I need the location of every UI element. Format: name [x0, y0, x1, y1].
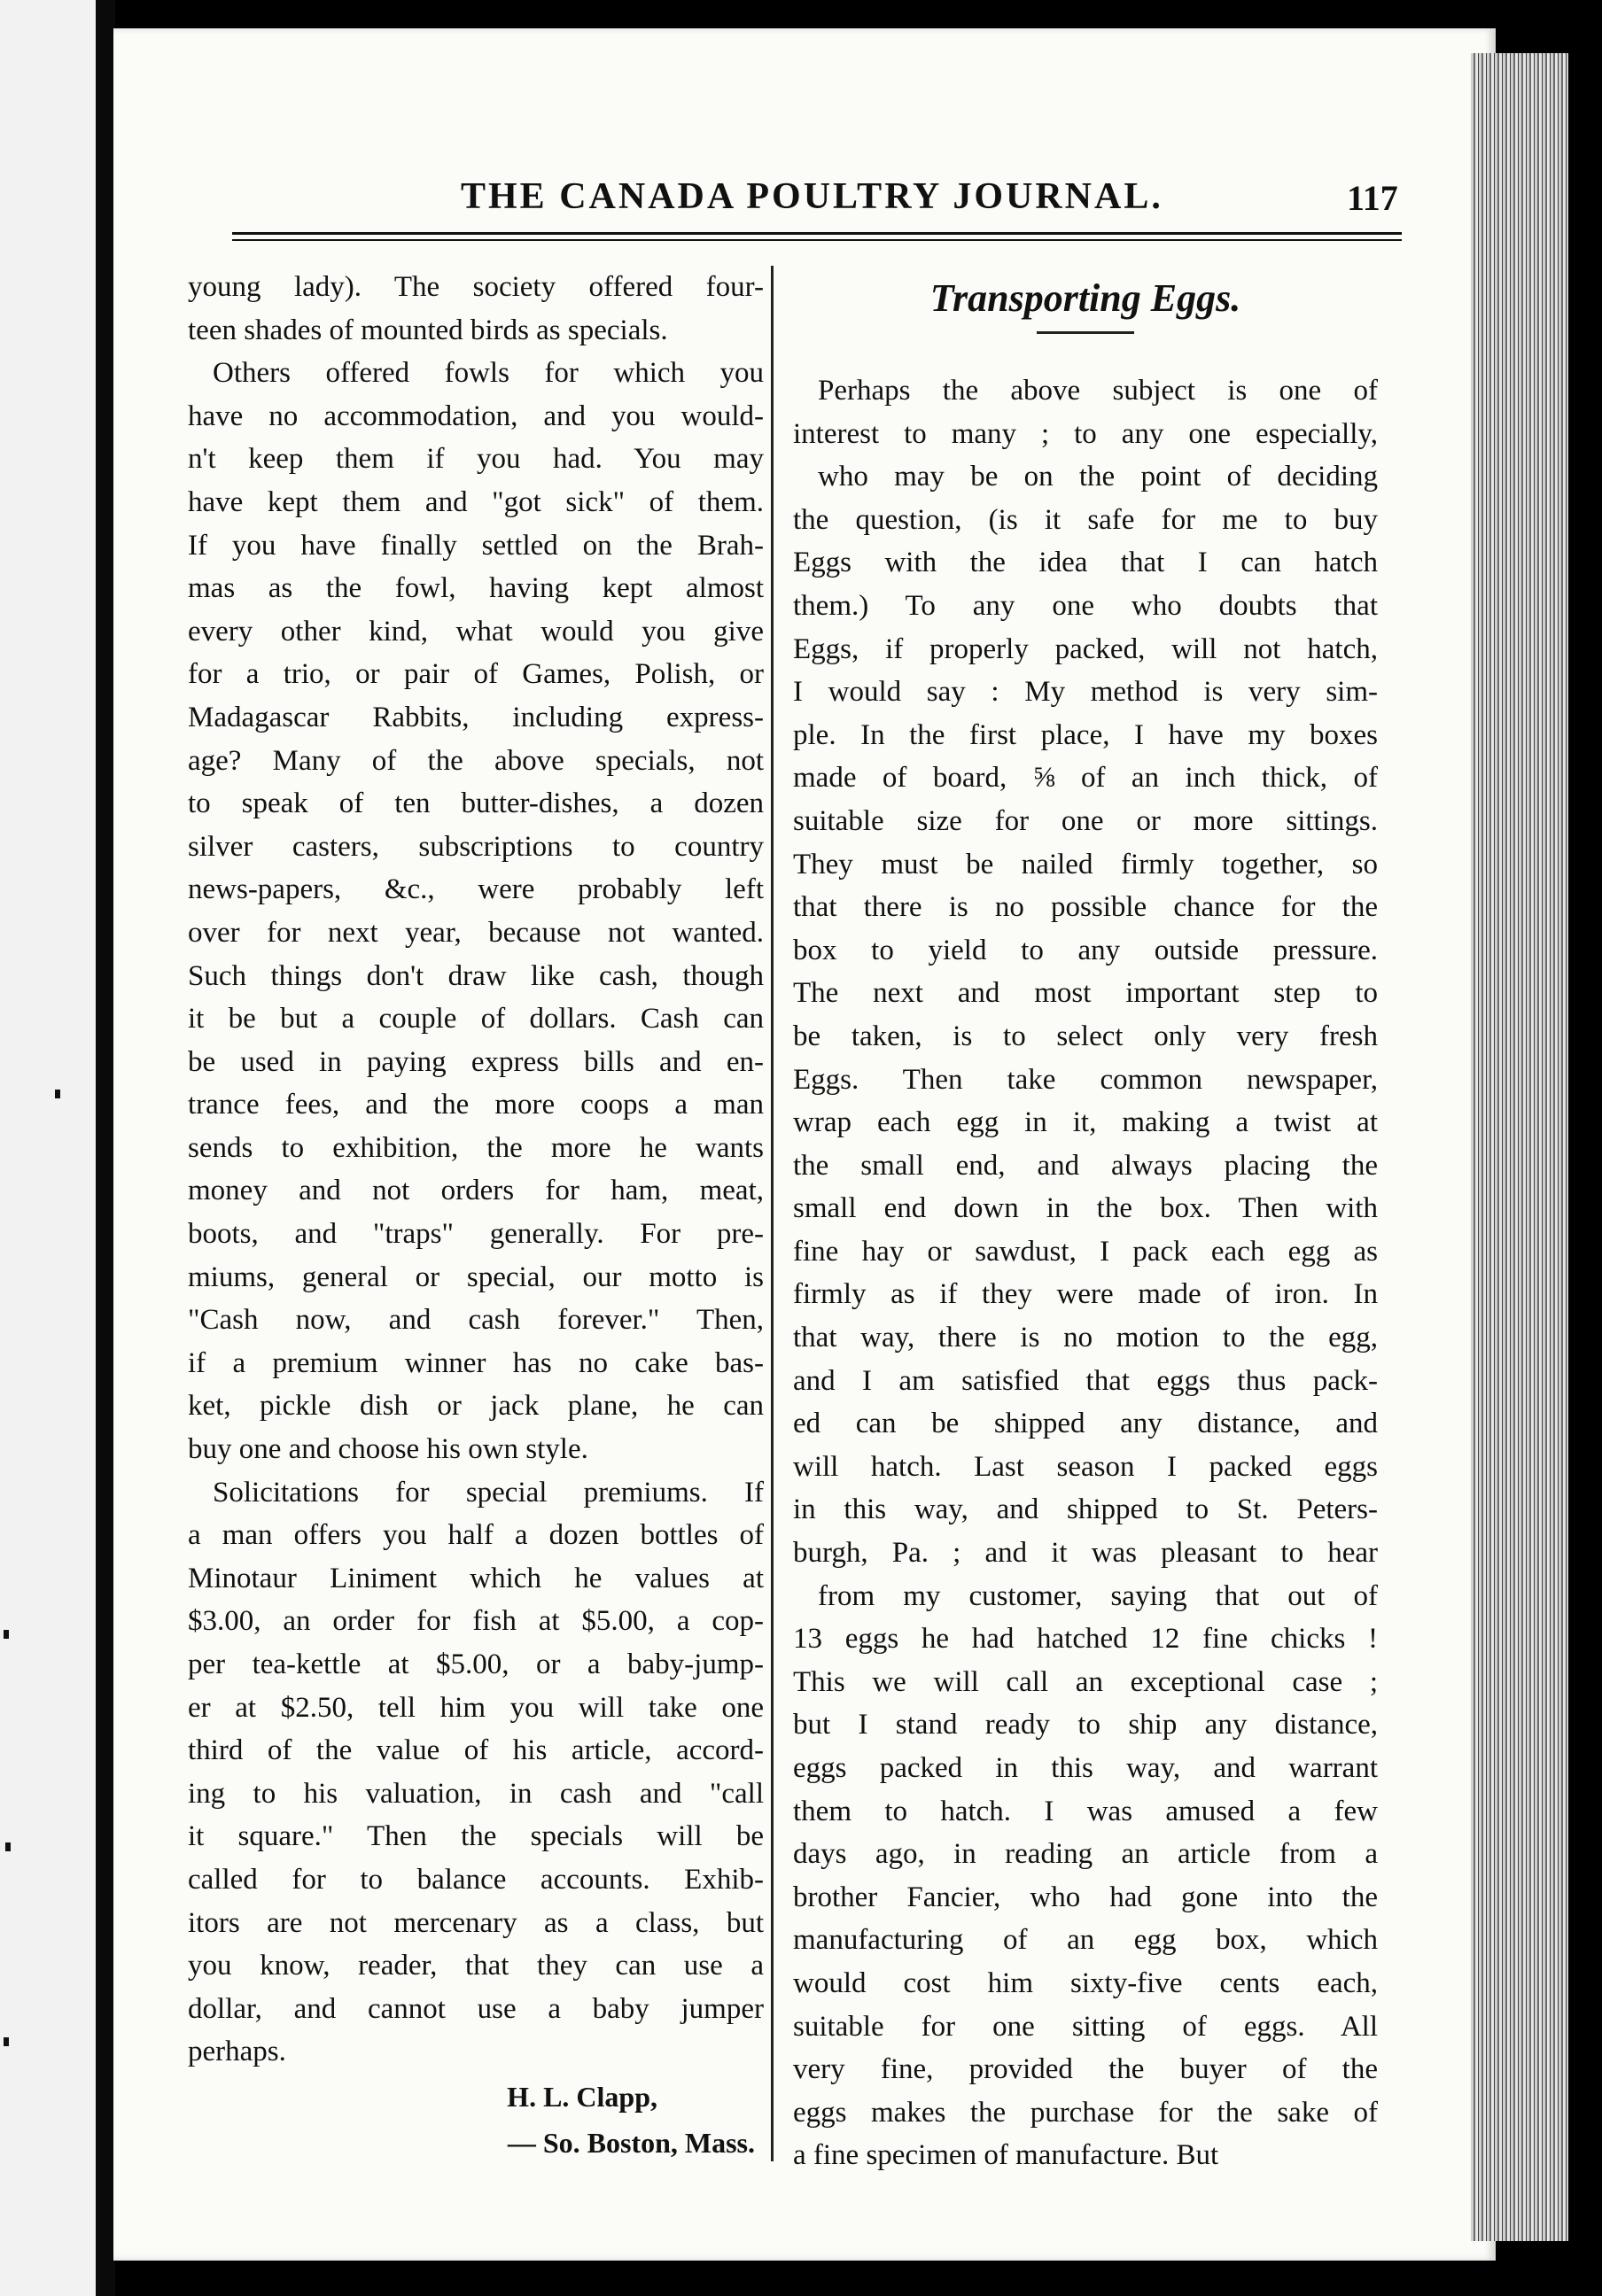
page-number: 117 — [1347, 178, 1398, 218]
text-line: n't keep them if you had. You may — [188, 443, 764, 476]
ink-speck — [5, 1842, 11, 1851]
ink-speck — [55, 1090, 60, 1098]
header-rule — [232, 239, 1402, 241]
title-rule — [1037, 331, 1134, 334]
text-line: them to hatch. I was amused a few — [793, 1795, 1378, 1827]
text-line: Minotaur Liniment which he values at — [188, 1562, 764, 1594]
text-line: trance fees, and the more coops a man — [188, 1089, 764, 1121]
text-line: in this way, and shipped to St. Peters- — [793, 1493, 1378, 1526]
text-line: suitable size for one or more sittings. — [793, 804, 1378, 837]
text-line: days ago, in reading an article from a — [793, 1838, 1378, 1871]
text-line: have kept them and "got sick" of them. — [188, 485, 764, 518]
text-line: Such things don't draw like cash, though — [188, 959, 764, 992]
text-line: to speak of ten butter-dishes, a dozen — [188, 787, 764, 820]
text-line: eggs makes the purchase for the sake of — [793, 2096, 1378, 2129]
text-line: ple. In the first place, I have my boxes — [793, 718, 1378, 751]
text-line: third of the value of his article, accord- — [188, 1734, 764, 1767]
text-line: money and not orders for ham, meat, — [188, 1175, 764, 1207]
column-divider — [771, 266, 774, 2161]
text-line: itors are not mercenary as a class, but — [188, 1906, 764, 1939]
text-line: would cost him sixty-five cents each, — [793, 1966, 1378, 1999]
header-rule — [232, 232, 1402, 235]
text-line: er at $2.50, tell him you will take one — [188, 1691, 764, 1724]
text-line: it be but a couple of dollars. Cash can — [188, 1003, 764, 1036]
book-gutter — [96, 0, 115, 2296]
text-line: miums, general or special, our motto is — [188, 1260, 764, 1293]
text-line: have no accommodation, and you would- — [188, 399, 764, 432]
text-line: ing to his valuation, in cash and "call — [188, 1777, 764, 1810]
text-line: every other kind, what would you give — [188, 615, 764, 648]
left-column — [188, 266, 764, 2166]
text-line: made of board, ⅝ of an inch thick, of — [793, 762, 1378, 795]
text-line: young lady). The society offered four- — [188, 271, 764, 303]
text-line: that there is no possible chance for the — [793, 891, 1378, 924]
text-line: Madagascar Rabbits, including express- — [188, 701, 764, 733]
text-line: suitable for one sitting of eggs. All — [793, 2010, 1378, 2043]
text-line: They must be nailed firmly together, so — [793, 848, 1378, 880]
text-line: will hatch. Last season I packed eggs — [793, 1450, 1378, 1483]
page-stack-edge — [1471, 53, 1568, 2241]
text-line: Solicitations for special premiums. If — [213, 1476, 764, 1509]
text-line: called for to balance accounts. Exhib- — [188, 1863, 764, 1896]
text-line: it square." Then the specials will be — [188, 1820, 764, 1853]
text-line: buy one and choose his own style. — [188, 1433, 588, 1466]
text-line: you know, reader, that they can use a — [188, 1950, 764, 1982]
text-line: if a premium winner has no cake bas- — [188, 1346, 764, 1379]
article-title: Transporting Eggs. — [929, 276, 1241, 320]
text-line: If you have finally settled on the Brah- — [188, 529, 764, 562]
text-line: The next and most important step to — [793, 977, 1378, 1010]
text-line: over for next year, because not wanted. — [188, 916, 764, 949]
text-line: mas as the fowl, having kept almost — [188, 572, 764, 605]
text-line: $3.00, an order for fish at $5.00, a cop- — [188, 1605, 764, 1638]
text-line: boots, and "traps" generally. For pre- — [188, 1218, 764, 1251]
text-line: that way, there is no motion to the egg, — [793, 1322, 1378, 1354]
signature-name: H. L. Clapp, — [507, 2080, 657, 2113]
text-line: Perhaps the above subject is one of — [818, 375, 1378, 407]
ink-speck — [4, 2037, 9, 2046]
text-line: be used in paying express bills and en- — [188, 1045, 764, 1078]
text-line: the small end, and always placing the — [793, 1149, 1378, 1182]
text-line: burgh, Pa. ; and it was pleasant to hear — [793, 1537, 1378, 1570]
right-column-text — [793, 369, 1378, 2177]
text-line: a fine specimen of manufacture. But — [793, 2139, 1219, 2172]
text-line: news-papers, &c., were probably left — [188, 873, 764, 906]
text-line: silver casters, subscriptions to country — [188, 830, 764, 863]
text-line: eggs packed in this way, and warrant — [793, 1752, 1378, 1784]
signature — [188, 2074, 764, 2166]
text-line: from my customer, saying that out of — [818, 1579, 1378, 1612]
text-line: the question, (is it safe for me to buy — [793, 503, 1378, 536]
text-line: Others offered fowls for which you — [213, 357, 764, 390]
previous-page-edge — [0, 0, 96, 2296]
text-line: interest to many ; to any one especially, — [793, 417, 1378, 450]
text-line: them.) To any one who doubts that — [793, 589, 1378, 622]
ink-speck — [4, 1630, 9, 1639]
text-line: ed can be shipped any distance, and — [793, 1408, 1378, 1440]
signature-place: — So. Boston, Mass. — [507, 2126, 755, 2159]
text-line: per tea-kettle at $5.00, or a baby-jump- — [188, 1648, 764, 1680]
text-line: Eggs, if properly packed, will not hatch, — [793, 632, 1378, 665]
text-line: "Cash now, and cash forever." Then, — [188, 1304, 764, 1337]
journal-title: THE CANADA POULTRY JOURNAL. — [461, 176, 1163, 217]
scan-border — [1568, 35, 1602, 2268]
text-line: small end down in the box. Then with — [793, 1192, 1378, 1225]
text-line: manufacturing of an egg box, which — [793, 1924, 1378, 1957]
text-line: Eggs with the idea that I can hatch — [793, 547, 1378, 579]
text-line: very fine, provided the buyer of the — [793, 2053, 1378, 2086]
text-line: sends to exhibition, the more he wants — [188, 1131, 764, 1164]
text-line: perhaps. — [188, 2036, 286, 2068]
text-line: dollar, and cannot use a baby jumper — [188, 1992, 764, 2025]
text-line: wrap each egg in it, making a twist at — [793, 1106, 1378, 1139]
text-line: teen shades of mounted birds as specials. — [188, 314, 668, 346]
right-column — [793, 266, 1378, 2177]
text-line: box to yield to any outside pressure. — [793, 934, 1378, 966]
text-line: I would say : My method is very sim- — [793, 676, 1378, 709]
text-line: ket, pickle dish or jack plane, he can — [188, 1390, 764, 1423]
text-line: This we will call an exceptional case ; — [793, 1665, 1378, 1698]
text-line: for a trio, or pair of Games, Polish, or — [188, 658, 764, 691]
text-line: brother Fancier, who had gone into the — [793, 1881, 1378, 1913]
text-line: and I am satisfied that eggs thus pack- — [793, 1364, 1378, 1397]
text-line: fine hay or sawdust, I pack each egg as — [793, 1235, 1378, 1268]
text-line: who may be on the point of deciding — [818, 461, 1378, 493]
text-line: a man offers you half a dozen bottles of — [188, 1519, 764, 1552]
left-column-text — [188, 266, 764, 2074]
text-line: firmly as if they were made of iron. In — [793, 1278, 1378, 1311]
text-line: Eggs. Then take common newspaper, — [793, 1063, 1378, 1096]
text-line: age? Many of the above specials, not — [188, 744, 764, 777]
text-line: 13 eggs he had hatched 12 fine chicks ! — [793, 1623, 1378, 1656]
text-line: but I stand ready to ship any distance, — [793, 1709, 1378, 1741]
text-line: be taken, is to select only very fresh — [793, 1020, 1378, 1052]
